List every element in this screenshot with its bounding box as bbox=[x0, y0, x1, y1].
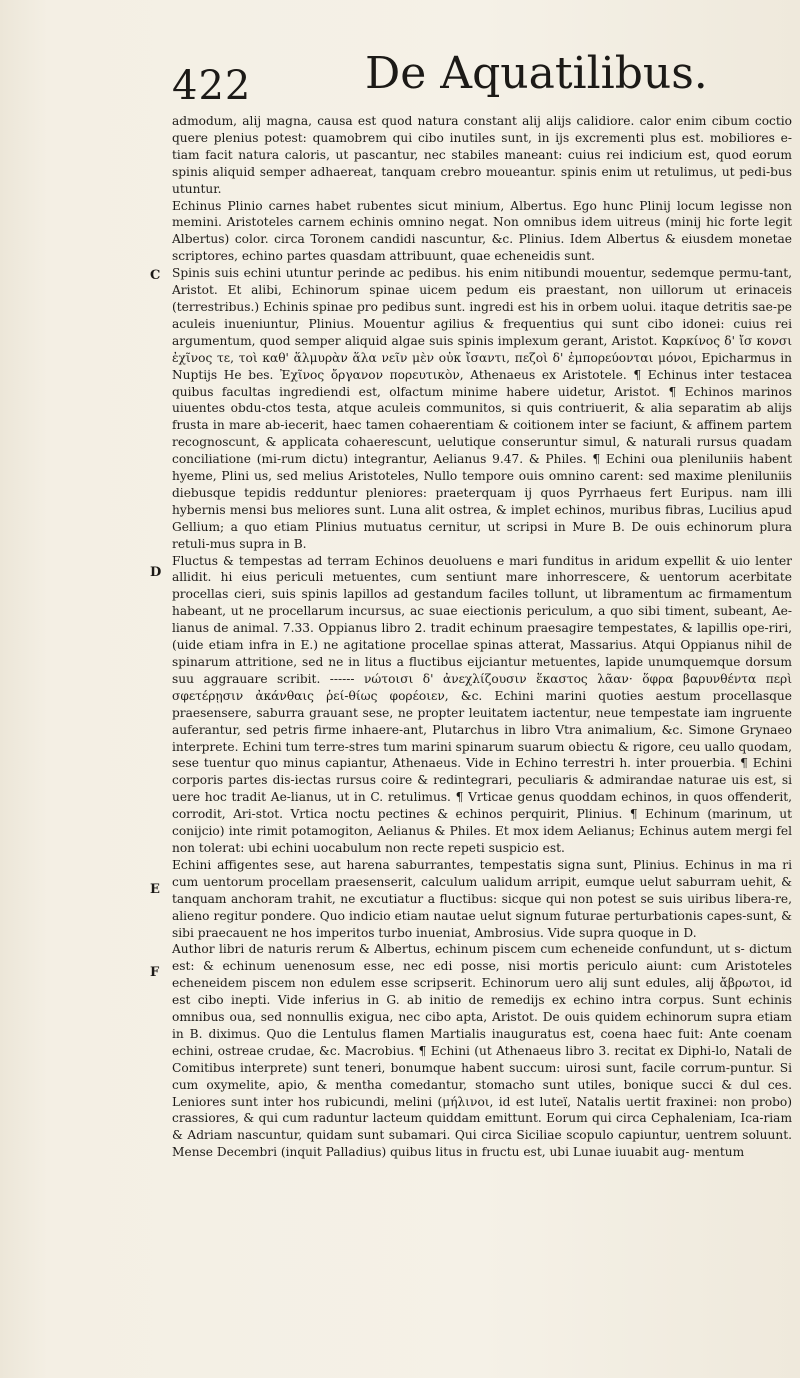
margin-letter-f: F bbox=[150, 965, 160, 980]
margin-letter-d: D bbox=[150, 565, 162, 580]
paragraph: Echinus Plinio carnes habet rubentes sicut minium, Albertus. Ego hunc Plinij locum legisse non memini. Aristoteles carnem echinis omnino negat. Non omnibus idem uitreus (minij hic forte legit Albertus) color. circa Toronem candidi nascuntur, &c. Plinius. Idem Albertus & eiusdem monetae scriptores, echino partes quasdam attribuunt, quae echeneidis sunt. bbox=[172, 198, 792, 264]
body-text bbox=[172, 113, 792, 1161]
margin-letter-c: C bbox=[150, 268, 161, 283]
paragraph: admodum, alij magna, causa est quod natura constant alij alijs calidiore. calor enim cibum coctio quere plenius potest: quamobrem qui cibo inutiles sunt, in ijs excrementi plus est. mobiliores e-tiam facit natura caloris, ut pascantur, nec stabiles maneant: cuius rei indicium est, quod eorum spinis aliquid semper adhaereat, tanquam crebro moueantur. spinis enim ut retulimus, ut pedi-bus utuntur. bbox=[172, 114, 792, 196]
paragraph: Author libri de naturis rerum & Albertus, echinum piscem cum echeneide confundunt, ut s- dictum est: & echinum uenenosum esse, nec edi posse, nisi mortis periculo aiunt: cum Aristoteles echeneidem piscem non edulem esse scripserit. Echinorum uero alij sunt edules, alij ἄβρωτοι, id est cibo inepti. Vide inferius in G. ab initio de remedijs ex echino intra corpus. Sunt echinis omnibus oua, sed nonnullis exigua, nec cibo apta, Aristot. De ouis quidem echinorum supra etiam in B. diximus. Quo die Lentulus flamen Martialis inauguratus est, coena haec fuit: Ante coenam echini, ostreae crudae, &c. Macrobius. ¶ Echini (ut Athenaeus libro 3. recitat ex Diphi-lo, Natali de Comitibus interprete) sunt teneri, bonumque habent succum: uirosi sunt, facile corrum-puntur. Si cum oxymelite, apio, & mentha comedantur, stomacho sunt utiles, bonique succi & dul ces. Leniores sunt inter hos rubicundi, melini (μήλινοι, id est luteï, Natalis uertit fraxinei: non probo) crassiores, & qui cum raduntur lacteum quiddam emittunt. Eorum qui circa Cephaleniam, Ica-riam & Adriam nascuntur, quidam sunt subamari. Qui circa Siciliae scopulo capiuntur, uentrem soluunt. Mense Decembri (inquit Palladius) quibus litus in fructu est, ubi Lunae iuuabit aug- mentum bbox=[172, 942, 792, 1160]
paragraph: Spinis suis echini utuntur perinde ac pedibus. his enim nitibundi mouentur, sedemque permu-tant, Aristot. Et alibi, Echinorum spinae uicem pedum eis praestant, non uillorum ut erinaceis (terrestribus.) Echinis spinae pro pedibus sunt. ingredi est his in orbem uolui. itaque detritis sae-pe aculeis inueniuntur, Plinius. Mouentur agilius & frequentius qui sunt cibo idonei: cuius rei argumentum, quod semper aliquid algae suis spinis implexum gerant, Aristot. Καρκίνος δ' ἴσ κονσι ἐχῖνος τε, τοὶ καθ' ἅλμυρὰν ἅλα νεῖν μὲν οὐκ ἴσαντι, πεζοὶ δ' ἐμπορεύονται μόνοι, Epicharmus in Nuptijs He bes. Ἐχῖνος ὄργανον πορευτικὸν, Athenaeus ex Aristotele. ¶ Echinus inter testacea quibus facultas ingrediendi est, olfactum minime habere uidetur, Aristot. ¶ Echinos marinos uiuentes obdu-ctos testa, atque aculeis communitos, si quis contriuerit, & alia separatim ab alijs frusta in mare ab-iecerit, haec tamen cohaerentiam & coitionem inter se faciunt, & affinem partem recognoscunt, & applicata cohaerescunt, uelutique conseruntur simul, & naturali rursus quadam conciliatione (mi-rum dictu) integrantur, Aelianus 9.47. & Philes. ¶ Echini oua pleniluniis habent hyeme, Plini us, sed melius Aristoteles, Nullo tempore ouis omnino carent: sed maxime pleniluniis diebusque tepidis redduntur pleniores: praeterquam ij quos Pyrrhaeus fert Euripus. nam illi hybernis mensi bus meliores sunt. Luna alit ostrea, & implet echinos, muribus fibras, Lucilius apud Gellium; a quo etiam Plinius mutuatus cernitur, ut scripsi in Mure B. De ouis echinorum plura retuli-mus supra in B. bbox=[172, 266, 792, 551]
page-number: 422 bbox=[172, 63, 252, 109]
margin-letter-e: E bbox=[150, 882, 160, 897]
paragraph: Fluctus & tempestas ad terram Echinos deuoluens e mari funditus in aridum expellit & uio lenter allidit. hi eius periculi metuentes, cum sentiunt mare inhorrescere, & uentorum acerbitate procellas cieri, suis spinis lapillos ad gestandum faciles tollunt, ut libramentum ac firmamentum habeant, ut ne procellarum incursus, ac suae eiectionis periculum, a quo sibi timent, subeant, Ae-lianus de animal. 7.33. Oppianus libro 2. tradit echinum praesagire tempestates, & lapillis ope-riri, (uide etiam infra in E.) ne agitatione procellae spinas atterat, Massarius. Atqui Oppianus nihil de spinarum attritione, sed ne in litus a fluctibus eijciantur metuentes, lapide unumquemque dorsum suu aggrauare scribit. ------ νώτοισι δ' ἀνεχλίζουσιν ἕκαστος λᾶαν· ὅφρα βαρυνθέντα περὶ σφετέρῃσιν ἀκάνθαις ῥεί-θίως φορέοιεν, &c. Echini marini quoties aestum procellasque praesensere, saburra grauant sese, ne propter leuitatem iactentur, neue tempestate iam ingruente auferantur, sed petris firme inhaere-ant, Plutarchus in libro Vtra animalium, &c. Simone Grynaeo interprete. Echini tum terre-stres tum marini spinarum suarum obiectu & rigore, ceu uallo quodam, sese tuentur quo minus capiantur, Athenaeus. Vide in Echino terrestri h. inter prouerbia. ¶ Echini corporis partes dis-iectas rursus coire & redintegrari, peculiaris & admirandae naturae uis est, si uere hoc tradit Ae-lianus, ut in C. retulimus. ¶ Vrticae genus quoddam echinos, in quos offenderit, corrodit, Ari-stot. Vrtica noctu pectines & echinos perquirit, Plinius. ¶ Echinum (marinum, ut conijcio) inte rimit potamogiton, Aelianus & Philes. Et mox idem Aelianus; Echinus autem mergi fel non tolerat: ubi echini uocabulum non recte repeti suspicio est. bbox=[172, 553, 792, 855]
running-head: De Aquatilibus. bbox=[365, 48, 708, 99]
paragraph: Echini affigentes sese, aut harena saburrantes, tempestatis signa sunt, Plinius. Echinus in ma ri cum uentorum procellam praesenserit, calculum ualidum arripit, eumque uelut saburram uehit, & tanquam anchoram trahit, ne excutiatur a fluctibus: sicque qui non potest se suis uiribus libera-re, alieno regitur pondere. Quo indicio etiam nautae uelut signum futurae perturbationis capes-sunt, & sibi praecauent ne hos imperitos turbo inueniat, Ambrosius. Vide supra quoque in D. bbox=[172, 857, 792, 940]
